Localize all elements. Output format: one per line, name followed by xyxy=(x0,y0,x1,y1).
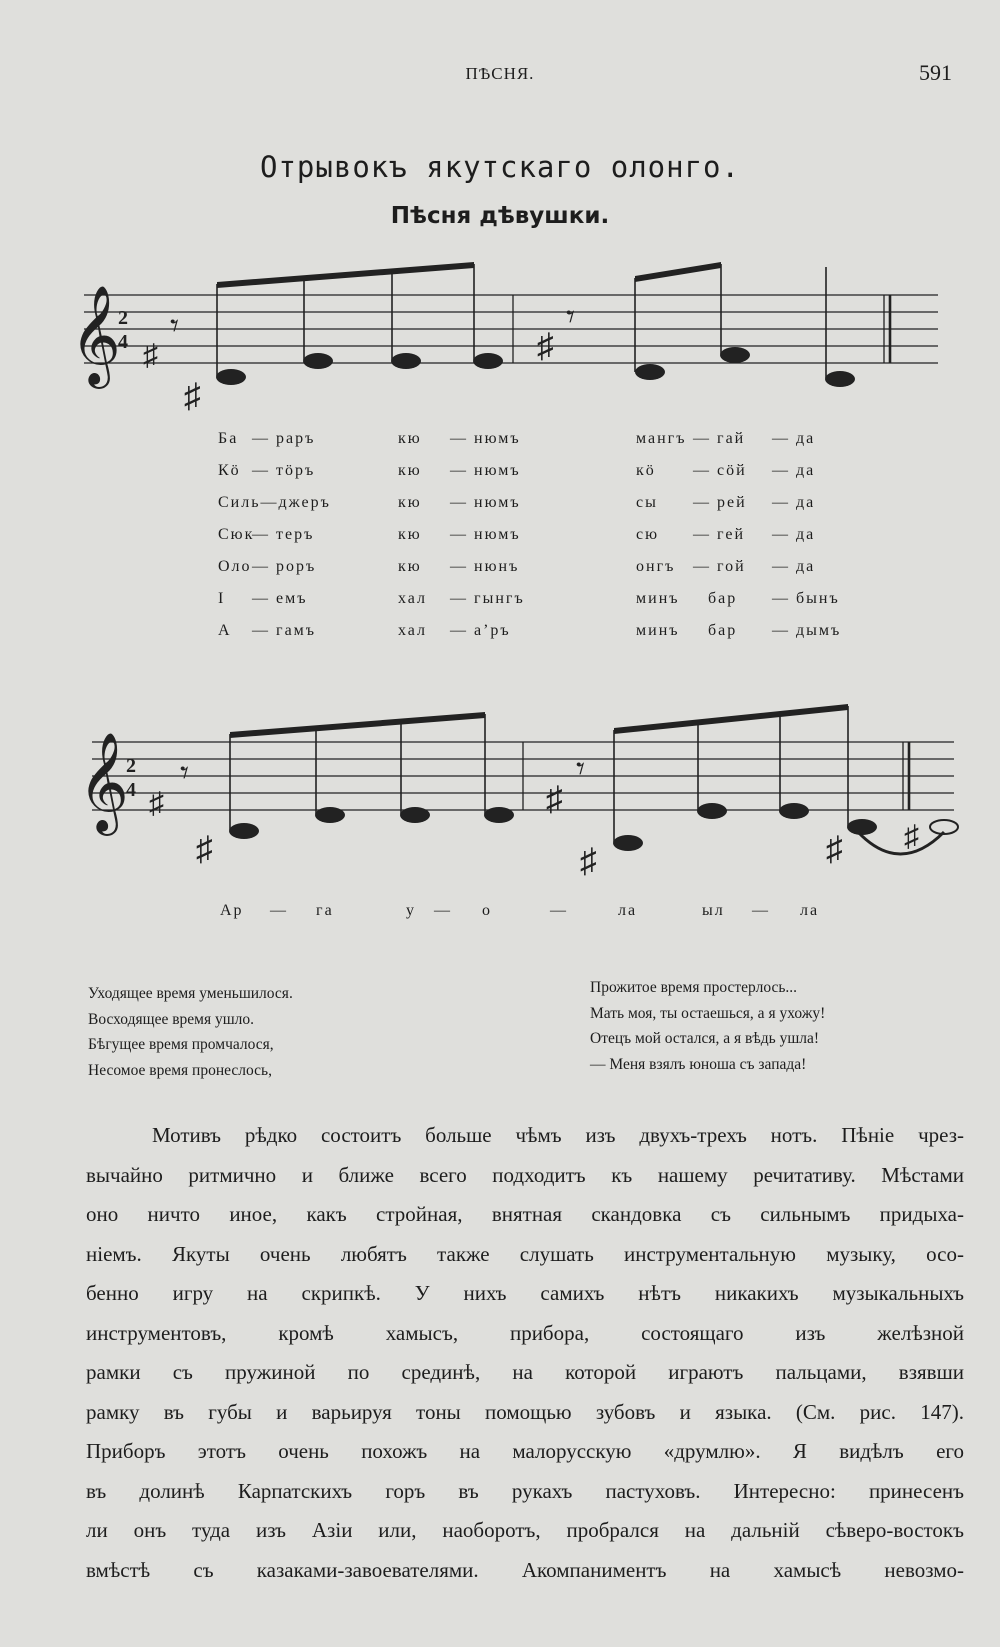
lyrics-line: Кö — тöръ кю — нюмъ кö — сöй — да xyxy=(218,462,816,479)
text-line: вмѣстѣ съ казаками-завоевателями. Акомпаниментъ на хамысѣ невозмо- xyxy=(86,1557,964,1582)
lyrics-line: Сюк — теръ кю — нюмъ сю — гей — да xyxy=(218,526,816,543)
text-line: ли онъ туда изъ Азіи или, наоборотъ, пробрался на дальній сѣверо-востокъ xyxy=(86,1518,964,1542)
lyrics-line: Оло — роръ кю — нюнъ онгъ — гой — да xyxy=(218,558,816,575)
eighth-rest-icon: 𝄾 xyxy=(170,308,180,345)
text-line: вычайно ритмично и ближе всего подходитъ къ нашему речитативу. Мѣстами xyxy=(86,1162,964,1187)
music-staff-2 xyxy=(0,700,1000,880)
body-text xyxy=(86,1116,964,1590)
time-sig-bottom-2: 4 xyxy=(126,779,136,801)
sharp-icon: ♯ xyxy=(143,339,158,372)
text-line: оно ничто иное, какъ стройная, внятная скандовка съ сильнымъ придыха- xyxy=(86,1202,964,1226)
text-line: рамки съ пружиной по срединѣ, на которой играютъ пальцами, взявши xyxy=(86,1360,964,1384)
text-line: Мотивъ рѣдко состоитъ больше чѣмъ изъ двухъ-трехъ нотъ. Пѣніе чрез- xyxy=(152,1123,964,1147)
time-sig-bottom-1: 4 xyxy=(118,331,128,353)
sharp-icon: ♯ xyxy=(149,787,164,820)
time-sig-top-2: 2 xyxy=(126,755,136,777)
text-line: бенно игру на скрипкѣ. У нихъ самихъ нѣтъ никакихъ музыкальныхъ xyxy=(86,1281,964,1305)
treble-clef-icon: 𝄞 xyxy=(70,285,121,385)
sharp-icon: ♯ xyxy=(196,831,213,868)
treble-clef-icon: 𝄞 xyxy=(78,732,129,832)
text-line: ніемъ. Якуты очень любятъ также слушать инструментальную музыку, осо- xyxy=(86,1241,964,1266)
lyrics-line: Ба — раръ кю — нюмъ мангъ — гай — да xyxy=(218,430,816,447)
lyrics-line: А — гамъ хал — аʼръ минъ бар — дымъ xyxy=(218,622,842,639)
eighth-rest-icon: 𝄾 xyxy=(576,751,586,788)
song-title: Пѣсня дѣвушки. xyxy=(390,203,610,229)
lyrics-line: Силь—джеръ кю — нюмъ сы — рей — да xyxy=(218,494,816,511)
section-title: Отрывокъ якутскаго олонго. xyxy=(260,150,740,184)
sharp-icon: ♯ xyxy=(184,378,201,415)
lyrics-line: I — емъ хал — гынгъ минъ бар — бынъ xyxy=(218,590,840,607)
poem-left: Уходящее время уменьшилося. Восходящее время ушло. Бѣгущее время промчалося, Несомое время пронеслось, xyxy=(88,985,293,1079)
syllables-line: Ар — га у — о — ла ыл — ла xyxy=(220,902,820,919)
sharp-icon: ♯ xyxy=(826,831,843,868)
running-title: ПѢСНЯ. xyxy=(465,64,535,83)
music-staff-1 xyxy=(0,262,1000,422)
sharp-icon: ♯ xyxy=(580,843,597,880)
sharp-icon: ♯ xyxy=(546,781,563,818)
poem-right: Прожитое время простерлось... Мать моя, ты остаешься, а я ухожу! Отецъ мой остался, а я вѣдь ушла! — Меня взялъ юноша съ запада! xyxy=(590,979,826,1073)
text-line: рамку въ губы и варьируя тоны помощью зубовъ и языка. (См. рис. 147). xyxy=(86,1399,964,1424)
eighth-rest-icon: 𝄾 xyxy=(566,299,576,336)
page-number: 591 xyxy=(919,60,952,85)
lyrics-table xyxy=(218,430,918,654)
eighth-rest-icon: 𝄾 xyxy=(180,755,190,792)
text-line: въ долинѣ Карпатскихъ горъ въ рукахъ пастуховъ. Интересно: принесенъ xyxy=(86,1478,964,1503)
text-line: инструментовъ, кромѣ хамысъ, прибора, состоящаго изъ желѣзной xyxy=(86,1320,964,1345)
text-line: Приборъ этотъ очень похожъ на малорусскую «друмлю». Я видѣлъ его xyxy=(86,1439,964,1463)
sharp-icon: ♯ xyxy=(537,328,554,365)
sharp-icon: ♯ xyxy=(904,820,919,853)
time-sig-top-1: 2 xyxy=(118,307,128,329)
